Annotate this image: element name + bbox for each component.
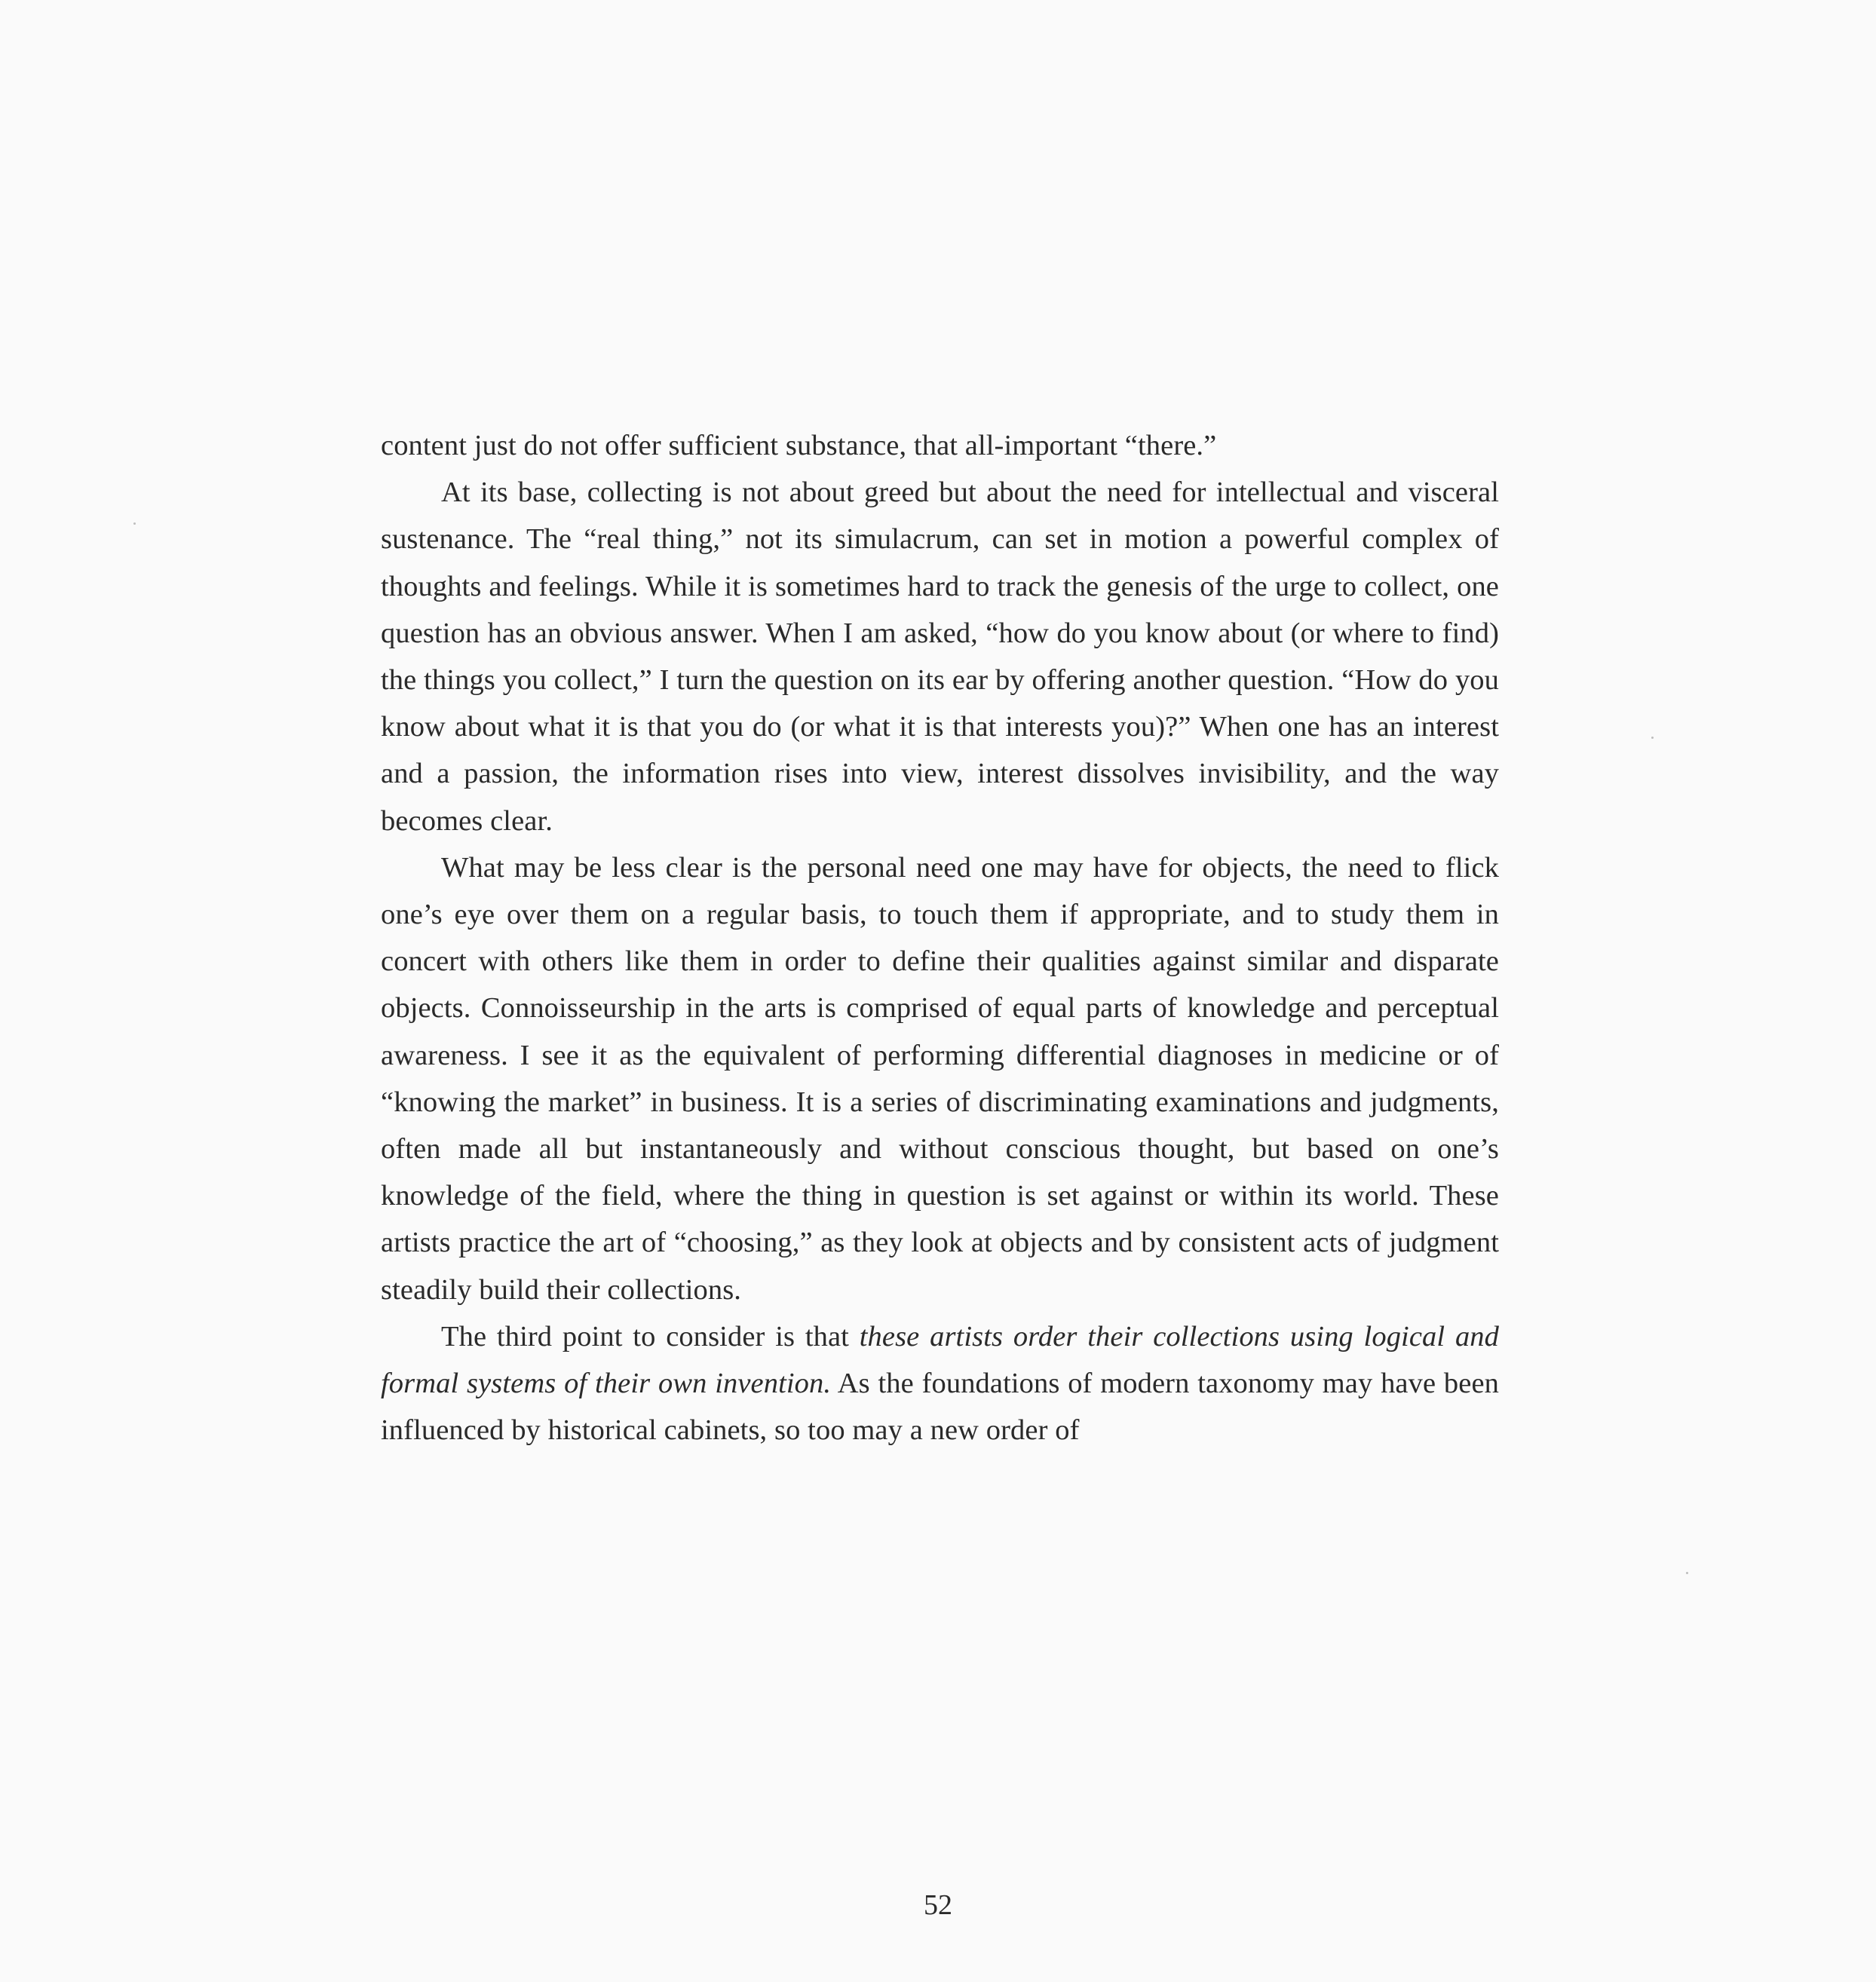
scan-speck xyxy=(1686,1572,1688,1574)
paragraph-4 xyxy=(381,1313,1499,1454)
paragraph-4-tail: As the foundations of modern taxonomy may have been influenced by historical cabinets, so too may a new order of xyxy=(381,1368,1499,1447)
paragraph-2: At its base, collecting is not about greed but about the need for intellectual and visceral sustenance. The “real thing,” not its simulacrum, can set in motion a powerful complex of thoughts and feelings. While it is sometimes hard to track the genesis of the urge to collect, one question has an obvious answer. When I am asked, “how do you know about (or where to find) the things you collect,” I turn the question on its ear by offering another question. “How do you know about what it is that you do (or what it is that interests you)?” When one has an interest and a passion, the information rises into view, interest dissolves invisibility, and the way becomes clear. xyxy=(381,476,1499,837)
paragraph-4-lead: The third point to consider is that xyxy=(441,1320,860,1352)
scan-speck xyxy=(133,522,136,525)
body-text xyxy=(381,422,1499,1454)
paragraph-4-emphasis: these artists order their collections using logical and formal systems of their own invention. xyxy=(381,1320,1499,1400)
paragraph-3: What may be less clear is the personal need one may have for objects, the need to flick one’s eye over them on a regular basis, to touch them if appropriate, and to study them in concert with others like them in order to define their qualities against similar and disparate objects. Connoisseurship in the arts is comprised of equal parts of knowledge and perceptual awareness. I see it as the equivalent of performing differential diagnoses in medicine or of “knowing the market” in business. It is a series of discriminating examinations and judgments, often made all but instantaneously and without conscious thought, but based on one’s knowledge of the field, where the thing in question is set against or within its world. These artists practice the art of “choosing,” as they look at objects and by consistent acts of judgment steadily build their collections. xyxy=(381,851,1499,1306)
paragraph-1: content just do not offer sufficient substance, that all-important “there.” xyxy=(381,430,1217,461)
page-number: 52 xyxy=(924,1889,952,1921)
scan-speck xyxy=(1651,737,1654,739)
